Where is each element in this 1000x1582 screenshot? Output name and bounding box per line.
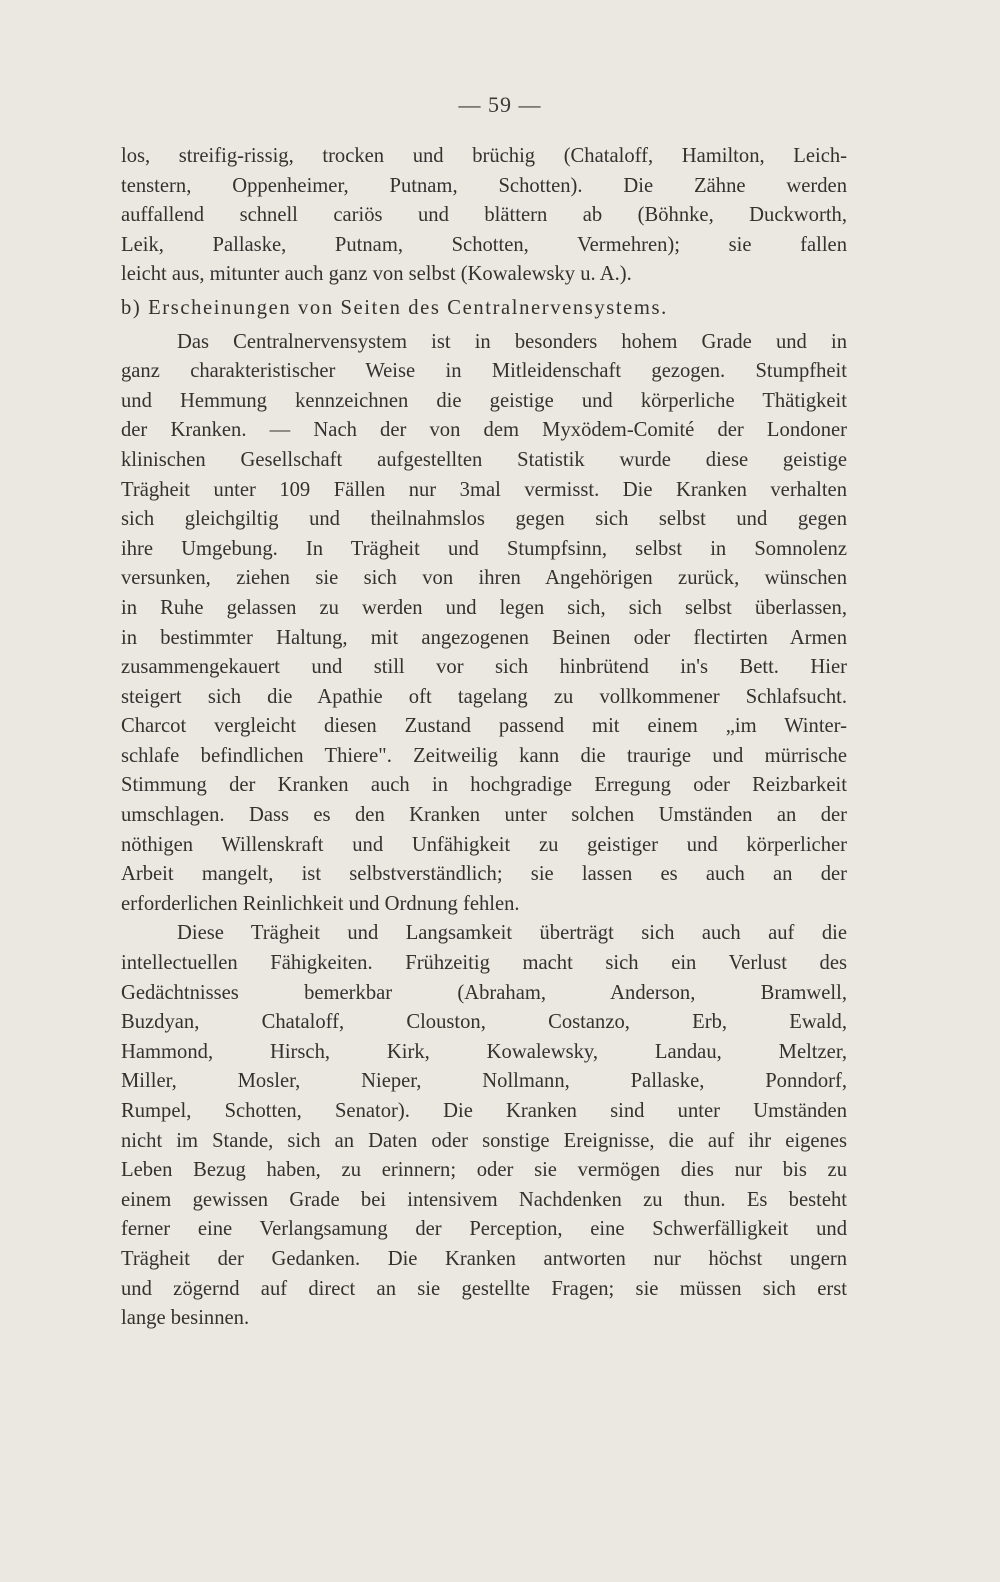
text-line: einem gewissen Grade bei intensivem Nachdenken zu thun. Es besteht bbox=[121, 1188, 847, 1211]
text-line: in bestimmter Haltung, mit angezogenen Beinen oder flectirten Armen bbox=[121, 626, 847, 649]
text-line: und zögernd auf direct an sie gestellte Fragen; sie müssen sich erst bbox=[121, 1277, 847, 1300]
text-line: nöthigen Willenskraft und Unfähigkeit zu geistiger und körperlicher bbox=[121, 833, 847, 856]
text-line: erforderlichen Reinlichkeit und Ordnung fehlen. bbox=[121, 892, 520, 915]
text-line: Buzdyan, Chataloff, Clouston, Costanzo, Erb, Ewald, bbox=[121, 1011, 847, 1034]
text-line: schlafe befindlichen Thiere". Zeitweilig kann die traurige und mürrische bbox=[121, 744, 847, 767]
text-line: ganz charakteristischer Weise in Mitleidenschaft gezogen. Stumpfheit bbox=[121, 360, 847, 383]
text-line: Trägheit unter 109 Fällen nur 3mal vermisst. Die Kranken verhalten bbox=[121, 478, 847, 501]
text-line: in Ruhe gelassen zu werden und legen sich, sich selbst überlassen, bbox=[121, 596, 847, 619]
text-line: intellectuellen Fähigkeiten. Frühzeitig macht sich ein Verlust des bbox=[121, 952, 847, 975]
text-line: Das Centralnervensystem ist in besonders hohem Grade und in bbox=[177, 330, 847, 353]
text-line: Charcot vergleicht diesen Zustand passend mit einem „im Winter- bbox=[121, 715, 847, 738]
text-line: zusammengekauert und still vor sich hinbrütend in's Bett. Hier bbox=[121, 656, 847, 679]
text-line: nicht im Stande, sich an Daten oder sonstige Ereignisse, die auf ihr eigenes bbox=[121, 1129, 847, 1152]
text-line: Rumpel, Schotten, Senator). Die Kranken sind unter Umständen bbox=[121, 1100, 847, 1122]
text-line: tenstern, Oppenheimer, Putnam, Schotten). Die Zähne werden bbox=[121, 174, 847, 197]
text-line: Gedächtnisses bemerkbar (Abraham, Anderson, Bramwell, bbox=[121, 981, 847, 1004]
text-line: und Hemmung kennzeichnen die geistige und körperliche Thätigkeit bbox=[121, 389, 847, 412]
body-text bbox=[121, 142, 847, 1334]
text-line: auffallend schnell cariös und blättern ab (Böhnke, Duckworth, bbox=[121, 204, 847, 227]
text-line: Miller, Mosler, Nieper, Nollmann, Pallaske, Ponndorf, bbox=[121, 1070, 847, 1093]
text-line: umschlagen. Dass es den Kranken unter solchen Umständen an der bbox=[121, 804, 847, 827]
text-line: leicht aus, mitunter auch ganz von selbst (Kowalewsky u. A.). bbox=[121, 263, 632, 286]
text-line: Leben Bezug haben, zu erinnern; oder sie vermögen dies nur bis zu bbox=[121, 1159, 847, 1182]
text-line: Hammond, Hirsch, Kirk, Kowalewsky, Landau, Meltzer, bbox=[121, 1040, 847, 1063]
text-line: los, streifig-rissig, trocken und brüchig (Chataloff, Hamilton, Leich- bbox=[121, 145, 847, 167]
section-heading: b) Erscheinungen von Seiten des Centralnervensystems. bbox=[121, 296, 668, 319]
text-line: versunken, ziehen sie sich von ihren Angehörigen zurück, wünschen bbox=[121, 567, 847, 590]
text-line: Diese Trägheit und Langsamkeit überträgt sich auch auf die bbox=[177, 922, 847, 945]
page-number: — 59 — bbox=[458, 92, 542, 117]
text-line: ihre Umgebung. In Trägheit und Stumpfsinn, selbst in Somnolenz bbox=[121, 537, 847, 560]
text-line: der Kranken. — Nach der von dem Myxödem-Comité der Londoner bbox=[121, 419, 847, 442]
text-line: Trägheit der Gedanken. Die Kranken antworten nur höchst ungern bbox=[121, 1247, 847, 1270]
text-line: klinischen Gesellschaft aufgestellten Statistik wurde diese geistige bbox=[121, 448, 847, 471]
text-line: sich gleichgiltig und theilnahmslos gegen sich selbst und gegen bbox=[121, 508, 847, 531]
text-line: Arbeit mangelt, ist selbstverständlich; sie lassen es auch an der bbox=[121, 863, 847, 886]
text-line: Stimmung der Kranken auch in hochgradige Erregung oder Reizbarkeit bbox=[121, 774, 847, 797]
text-line: ferner eine Verlangsamung der Perception, eine Schwerfälligkeit und bbox=[121, 1218, 847, 1241]
text-line: Leik, Pallaske, Putnam, Schotten, Vermehren); sie fallen bbox=[121, 233, 847, 256]
text-line: steigert sich die Apathie oft tagelang zu vollkommener Schlafsucht. bbox=[121, 685, 847, 708]
text-line: lange besinnen. bbox=[121, 1307, 250, 1330]
